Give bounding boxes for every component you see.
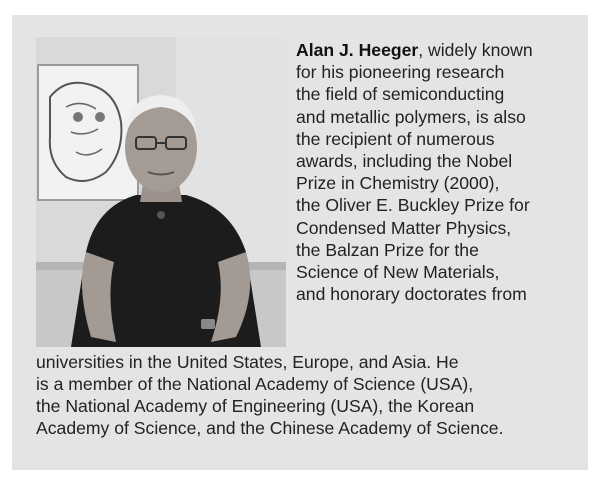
bio-line-11: Science of New Materials, [296,262,500,282]
bio-line-8: the Oliver E. Buckley Prize for [296,195,530,215]
bio-line-2: for his pioneering research [296,62,505,82]
bio-line-10: the Balzan Prize for the [296,240,479,260]
bio-line-1: Alan J. Heeger, widely known [296,40,533,60]
bio-line-7: Prize in Chemistry (2000), [296,173,500,193]
portrait-photo [36,37,286,347]
bio-line-3: the field of semiconducting [296,84,505,104]
bio-line-16: Academy of Science, and the Chinese Academy of Science. [36,418,504,438]
bio-line-15: the National Academy of Engineering (USA), the Korean [36,396,475,416]
bio-line-14: is a member of the National Academy of Science (USA), [36,374,474,394]
bio-line-9: Condensed Matter Physics, [296,218,512,238]
person-name: Alan J. Heeger [296,40,419,60]
bio-line-12: and honorary doctorates from [296,284,527,304]
bio-line-4: and metallic polymers, is also [296,107,526,127]
bio-line-5: the recipient of numerous [296,129,495,149]
biography-box [12,15,588,470]
portrait-illustration [36,37,286,347]
bio-line-13: universities in the United States, Europe, and Asia. He [36,352,459,372]
bio-line-6: awards, including the Nobel [296,151,513,171]
